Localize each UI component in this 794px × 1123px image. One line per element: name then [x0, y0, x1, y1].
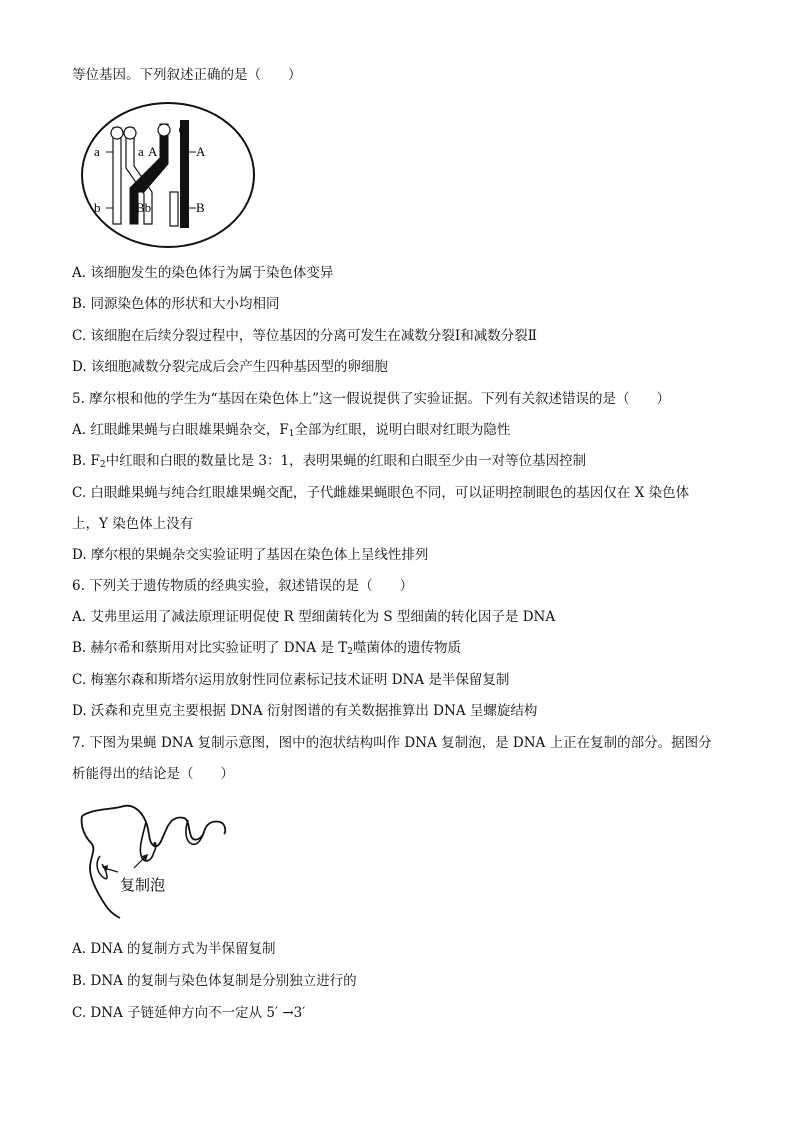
replication-bubble-label: 复制泡 — [120, 876, 166, 894]
question-5-option-b: B. $F_2$中红眼和白眼的数量比是 3：1，表明果蝇的红眼和白眼至少由一对等位基因控制 — [72, 453, 587, 470]
question-7-stem-line1: 7. 下图为果蝇 DNA 复制示意图，图中的泡状结构叫作 DNA 复制泡，是 DNA 上正在复制的部分。据图分 — [72, 735, 712, 751]
dna-replication-figure — [76, 798, 236, 922]
question-7-option-b: B. DNA 的复制与染色体复制是分别独立进行的 — [72, 973, 357, 989]
question-6-option-b: B. 赫尔希和蔡斯用对比实验证明了 DNA 是 $T_2$噬菌体的遗传物质 — [72, 640, 462, 657]
question-4-option-b: B. 同源染色体的形状和大小均相同 — [72, 296, 280, 312]
question-4-option-a: A. 该细胞发生的染色体行为属于染色体变异 — [72, 265, 334, 281]
question-5-option-c-line1: C. 白眼雌果蝇与纯合红眼雄果蝇交配，子代雌雄果蝇眼色不同，可以证明控制眼色的基因仅在 X 染色体 — [72, 485, 690, 501]
dna-strand-path — [82, 806, 225, 847]
label-a-left: a — [94, 144, 100, 159]
question-4-option-d: D. 该细胞减数分裂完成后会产生四种基因型的卵细胞 — [72, 359, 388, 375]
question-5-stem: 5. 摩尔根和他的学生为“基因在染色体上”这一假说提供了实验证据。下列有关叙述错误的是（ ） — [72, 391, 670, 407]
label-B-right: B — [196, 200, 205, 215]
question-7-option-c: C. DNA 子链延伸方向不一定从 5′ →3′ — [72, 1005, 306, 1021]
question-5-option-d: D. 摩尔根的果蝇杂交实验证明了基因在染色体上呈线性排列 — [72, 547, 429, 563]
label-A-right: A — [196, 144, 206, 159]
question-7-stem-line2: 析能得出的结论是（ ） — [72, 766, 234, 782]
question-5-option-a: A. 红眼雌果蝇与白眼雄果蝇杂交，$F_1$全部为红眼，说明白眼对红眼为隐性 — [72, 422, 511, 439]
question-6-option-a: A. 艾弗里运用了减法原理证明促使 R 型细菌转化为 S 型细菌的转化因子是 DNA — [72, 609, 556, 625]
label-a-mid: a — [138, 144, 144, 159]
label-A-mid: A — [148, 144, 158, 159]
question-4-option-c: C. 该细胞在后续分裂过程中，等位基因的分离可发生在减数分裂Ⅰ和减数分裂Ⅱ — [72, 328, 537, 344]
question-5-option-c-line2: 上，Y 染色体上没有 — [72, 516, 194, 532]
question-6-stem: 6. 下列关于遗传物质的经典实验，叙述错误的是（ ） — [72, 578, 414, 594]
label-b-left: b — [94, 200, 101, 215]
label-Bb-mid: Bb — [136, 200, 152, 215]
question-6-option-c: C. 梅塞尔森和斯塔尔运用放射性同位素标记技术证明 DNA 是半保留复制 — [72, 672, 510, 688]
question-7-option-a: A. DNA 的复制方式为半保留复制 — [72, 941, 276, 957]
question-6-option-d: D. 沃森和克里克主要根据 DNA 衍射图谱的有关数据推算出 DNA 呈螺旋结构 — [72, 703, 538, 719]
question-4-stem: 等位基因。下列叙述正确的是（ ） — [72, 67, 302, 83]
chromosome-cell-figure — [76, 100, 256, 250]
